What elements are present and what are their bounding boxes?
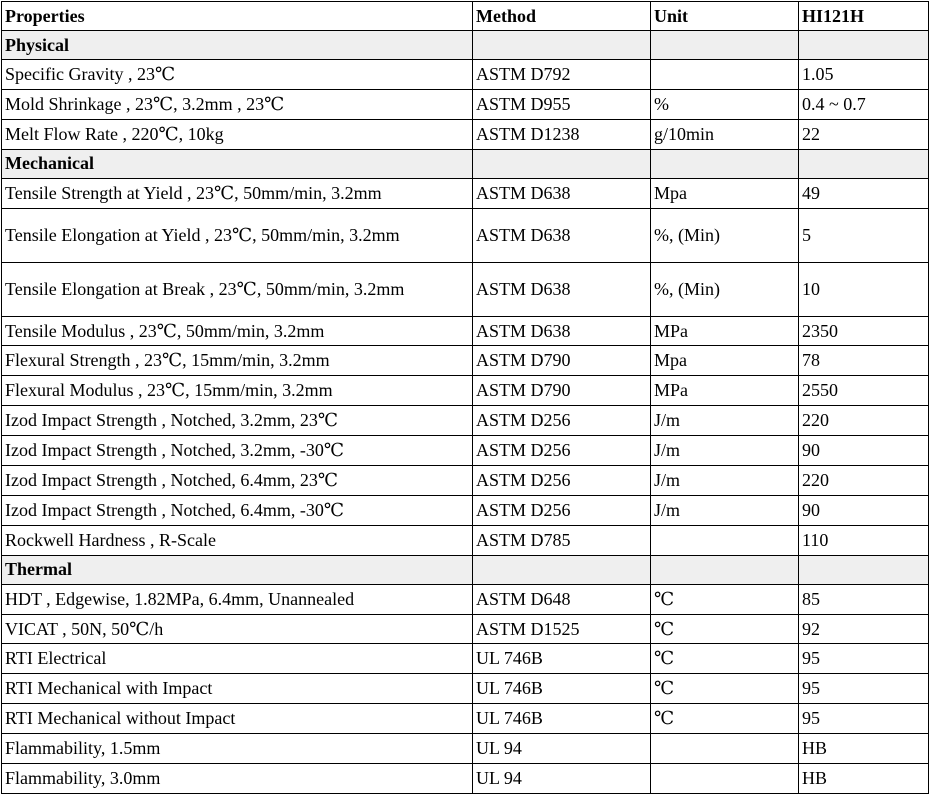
method-cell: ASTM D955 [473, 89, 651, 119]
unit-cell [651, 734, 799, 764]
value-cell: 0.4 ~ 0.7 [799, 89, 929, 119]
value-cell: 90 [799, 436, 929, 466]
header-properties: Properties [2, 2, 473, 31]
table-row [2, 376, 929, 406]
table-row [2, 525, 929, 555]
value-cell: 1.05 [799, 60, 929, 90]
table-row [2, 674, 929, 704]
method-cell: ASTM D638 [473, 178, 651, 208]
table-row [2, 704, 929, 734]
value-cell: 95 [799, 644, 929, 674]
property-cell: Izod Impact Strength , Notched, 6.4mm, -30℃ [2, 495, 473, 525]
property-cell: Izod Impact Strength , Notched, 3.2mm, 23℃ [2, 406, 473, 436]
table-row [2, 614, 929, 644]
property-cell: Tensile Elongation at Break , 23℃, 50mm/min, 3.2mm [2, 262, 473, 316]
table-row [2, 764, 929, 794]
value-cell: 110 [799, 525, 929, 555]
unit-cell: %, (Min) [651, 262, 799, 316]
unit-cell: J/m [651, 495, 799, 525]
method-cell: ASTM D638 [473, 262, 651, 316]
unit-cell [651, 60, 799, 90]
value-cell: 78 [799, 346, 929, 376]
method-cell: ASTM D256 [473, 436, 651, 466]
method-cell: ASTM D1525 [473, 614, 651, 644]
unit-cell: J/m [651, 436, 799, 466]
table-row [2, 89, 929, 119]
table-row [2, 60, 929, 90]
table-row [2, 734, 929, 764]
value-cell: 95 [799, 704, 929, 734]
table-row [2, 316, 929, 346]
unit-cell: %, (Min) [651, 208, 799, 262]
value-cell: 85 [799, 584, 929, 614]
value-cell: 95 [799, 674, 929, 704]
unit-cell: J/m [651, 466, 799, 496]
section-thermal [2, 555, 929, 584]
property-cell: Izod Impact Strength , Notched, 6.4mm, 23℃ [2, 466, 473, 496]
unit-cell: J/m [651, 406, 799, 436]
unit-cell: g/10min [651, 119, 799, 149]
value-cell: 220 [799, 406, 929, 436]
property-cell: Flammability, 3.0mm [2, 764, 473, 794]
property-cell: Tensile Elongation at Yield , 23℃, 50mm/min, 3.2mm [2, 208, 473, 262]
section-title: Mechanical [2, 149, 473, 178]
table-row [2, 466, 929, 496]
method-cell: ASTM D785 [473, 525, 651, 555]
unit-cell: ℃ [651, 644, 799, 674]
value-cell: 92 [799, 614, 929, 644]
value-cell: HB [799, 734, 929, 764]
header-row [2, 2, 929, 31]
value-cell: 220 [799, 466, 929, 496]
property-cell: Melt Flow Rate , 220℃, 10kg [2, 119, 473, 149]
method-cell: ASTM D638 [473, 316, 651, 346]
value-cell: 2350 [799, 316, 929, 346]
section-physical [2, 31, 929, 60]
unit-cell: MPa [651, 316, 799, 346]
value-cell: 90 [799, 495, 929, 525]
unit-cell: ℃ [651, 704, 799, 734]
table-row [2, 208, 929, 262]
unit-cell: Mpa [651, 178, 799, 208]
value-cell: 2550 [799, 376, 929, 406]
method-cell: ASTM D638 [473, 208, 651, 262]
property-cell: Tensile Strength at Yield , 23℃, 50mm/min, 3.2mm [2, 178, 473, 208]
unit-cell: % [651, 89, 799, 119]
method-cell: ASTM D256 [473, 495, 651, 525]
unit-cell: ℃ [651, 614, 799, 644]
property-cell: RTI Mechanical without Impact [2, 704, 473, 734]
table-row [2, 346, 929, 376]
properties-table [1, 1, 929, 794]
property-cell: RTI Electrical [2, 644, 473, 674]
property-cell: Tensile Modulus , 23℃, 50mm/min, 3.2mm [2, 316, 473, 346]
table-row [2, 644, 929, 674]
table-row [2, 262, 929, 316]
header-unit: Unit [651, 2, 799, 31]
property-cell: Rockwell Hardness , R-Scale [2, 525, 473, 555]
section-title: Physical [2, 31, 473, 60]
method-cell: ASTM D256 [473, 406, 651, 436]
property-cell: Flexural Modulus , 23℃, 15mm/min, 3.2mm [2, 376, 473, 406]
method-cell: ASTM D648 [473, 584, 651, 614]
unit-cell [651, 525, 799, 555]
section-title: Thermal [2, 555, 473, 584]
property-cell: HDT , Edgewise, 1.82MPa, 6.4mm, Unannealed [2, 584, 473, 614]
method-cell: ASTM D792 [473, 60, 651, 90]
method-cell: UL 746B [473, 644, 651, 674]
property-cell: RTI Mechanical with Impact [2, 674, 473, 704]
unit-cell [651, 764, 799, 794]
table-row [2, 178, 929, 208]
table-row [2, 436, 929, 466]
table-row [2, 406, 929, 436]
section-mechanical [2, 149, 929, 178]
value-cell: 10 [799, 262, 929, 316]
value-cell: 22 [799, 119, 929, 149]
method-cell: ASTM D256 [473, 466, 651, 496]
value-cell: HB [799, 764, 929, 794]
header-grade: HI121H [799, 2, 929, 31]
value-cell: 49 [799, 178, 929, 208]
method-cell: UL 94 [473, 764, 651, 794]
property-cell: Izod Impact Strength , Notched, 3.2mm, -30℃ [2, 436, 473, 466]
header-method: Method [473, 2, 651, 31]
method-cell: ASTM D790 [473, 346, 651, 376]
table-row [2, 584, 929, 614]
table-row [2, 495, 929, 525]
method-cell: UL 746B [473, 674, 651, 704]
unit-cell: Mpa [651, 346, 799, 376]
method-cell: UL 746B [473, 704, 651, 734]
property-cell: Flammability, 1.5mm [2, 734, 473, 764]
method-cell: ASTM D790 [473, 376, 651, 406]
unit-cell: ℃ [651, 674, 799, 704]
method-cell: UL 94 [473, 734, 651, 764]
unit-cell: MPa [651, 376, 799, 406]
property-cell: Mold Shrinkage , 23℃, 3.2mm , 23℃ [2, 89, 473, 119]
method-cell: ASTM D1238 [473, 119, 651, 149]
table-row [2, 119, 929, 149]
unit-cell: ℃ [651, 584, 799, 614]
value-cell: 5 [799, 208, 929, 262]
property-cell: Specific Gravity , 23℃ [2, 60, 473, 90]
property-cell: Flexural Strength , 23℃, 15mm/min, 3.2mm [2, 346, 473, 376]
property-cell: VICAT , 50N, 50℃/h [2, 614, 473, 644]
